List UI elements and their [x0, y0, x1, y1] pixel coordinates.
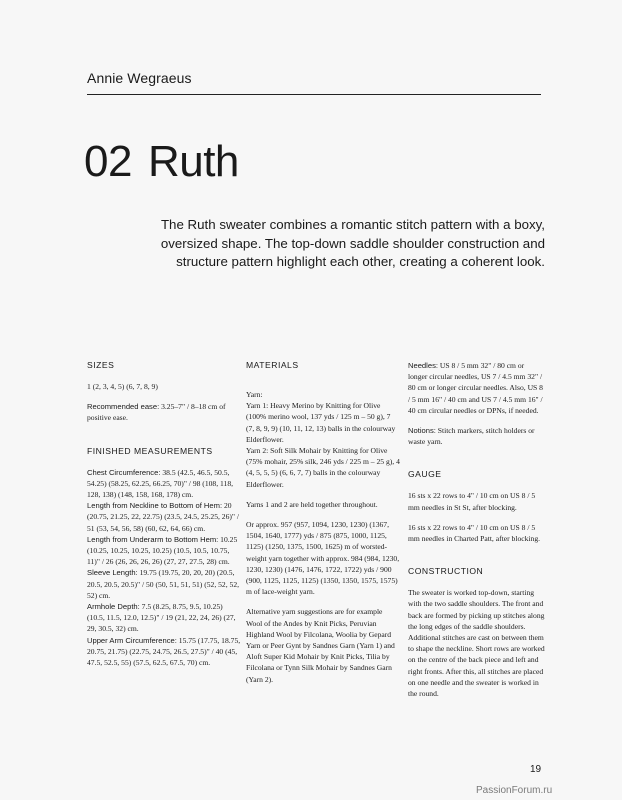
yarn-label: Yarn:: [246, 390, 263, 399]
materials-heading: MATERIALS: [246, 360, 299, 370]
pattern-title: [84, 137, 239, 186]
alternative-yarns: Alternative yarn suggestions are for example Wool of the Andes by Knit Picks, Peruvian Highland Wool by Filcolana, Woolia by Gepard Yarn or Peer Gynt by Sandnes Garn (Yarn 1) and Aloft Super Kid Mohair by Knit Picks, Tilia by Filcolana or Tynn Silk Mohair by Sandnes Garn (Yarn 2).: [246, 607, 395, 684]
measurement-label: Chest Circumference:: [87, 467, 161, 477]
measurement-text: 19.75 (19.75, 20, 20, 20) (20.5, 20.5, 20.5, 20.5)" / 50 (50, 51, 51, 51) (52, 52, 52, 52) cm.: [87, 568, 240, 600]
measurement-item: [87, 601, 241, 635]
header-rule: [87, 94, 541, 95]
intro-line: oversized shape. The top-down saddle shoulder construction and: [160, 235, 545, 251]
finished-measurements-heading: FINISHED MEASUREMENTS: [87, 445, 213, 456]
yarns-held-note: Yarns 1 and 2 are held together throughout.: [246, 499, 378, 509]
measurement-label: Sleeve Length:: [87, 568, 138, 578]
gauge-heading: GAUGE: [408, 469, 442, 480]
pattern-number: 02: [84, 137, 132, 186]
ease-label: Recommended ease:: [87, 402, 160, 412]
page-number: 19: [530, 764, 542, 775]
measurement-text: 7.5 (8.25, 8.75, 9.5, 10.25) (10.5, 11.5, 12.0, 12.5)" / 19 (21, 22, 24, 26) (27, 29, 30.5, 32) cm.: [87, 602, 236, 634]
intro-line: The Ruth sweater combines a romantic stitch pattern with a boxy,: [160, 217, 545, 232]
measurement-text: 15.75 (17.75, 18.75, 20.75, 21.75) (22.75, 24.75, 26.5, 27.5)" / 40 (45, 47.5, 52.5, 55) (57.5, 62.5, 67.5, 70) cm.: [87, 635, 241, 668]
intro-line: structure pattern highlight each other, creating a coherent look.: [176, 254, 545, 269]
notions-text: Stitch markers, stitch holders or waste yarn.: [408, 426, 535, 447]
sizes-heading: SIZES: [87, 360, 115, 370]
gauge-charted: 16 sts x 22 rows to 4" / 10 cm on US 8 / 5 mm needles in Charted Patt, after blocking.: [408, 522, 541, 544]
needles-text: US 8 / 5 mm 32" / 80 cm or longer circular needles, US 7 / 4.5 mm 32" / 80 cm or longer circular needles. Also, US 8 / 5 mm 16" / 40 cm and US 7 / 4.5 mm 16" / 40 cm circular needles or DPNs, if needed.: [408, 361, 543, 415]
measurement-text: 38.5 (42.5, 46.5, 50.5, 54.25) (58.25, 62.25, 66.25, 70)" / 98 (108, 118, 128, 138) (148, 158, 168, 178) cm.: [87, 467, 234, 500]
measurement-item: [87, 635, 241, 669]
ease-paragraph: [87, 401, 241, 423]
column-sizes-measurements: [87, 360, 241, 668]
measurement-label: Length from Neckline to Bottom of Hem:: [87, 501, 223, 511]
column-needles-gauge: [408, 360, 545, 708]
watermark: PassionForum.ru: [476, 785, 553, 796]
author-name: Annie Wegraeus: [87, 70, 192, 86]
construction-heading: CONSTRUCTION: [408, 566, 484, 577]
sizes-values: 1 (2, 3, 4, 5) (6, 7, 8, 9): [87, 382, 158, 391]
yarn-2: Yarn 2: Soft Silk Mohair by Knitting for Olive (75% mohair, 25% silk, 246 yds / 225 m – 25 g), 4 (4, 5, 5, 5) (6, 6, 7, 7) balls in the colourway Elderflower.: [246, 446, 400, 489]
ease-text: 3.25–7" / 8–18 cm of positive ease.: [87, 402, 226, 423]
intro-paragraph: [150, 216, 545, 272]
measurement-text: 20 (20.75, 21.25, 22, 22.75) (23.5, 24.5, 25.25, 26)" / 51 (53, 54, 56, 58) (60, 62, 64, 66) cm.: [87, 501, 240, 533]
measurement-label: Armhole Depth:: [87, 602, 140, 612]
needles-paragraph: [408, 360, 545, 416]
measurement-item: [87, 467, 241, 501]
pattern-name: Ruth: [147, 137, 239, 186]
needles-label: Needles:: [408, 361, 438, 370]
notions-label: Notions:: [408, 426, 436, 436]
column-materials: [246, 360, 400, 694]
measurement-item: [87, 534, 241, 568]
measurement-label: Length from Underarm to Bottom Hem:: [87, 534, 219, 544]
notions-paragraph: [408, 425, 545, 447]
measurement-item: [87, 567, 241, 601]
gauge-stst: 16 sts x 22 rows to 4" / 10 cm on US 8 / 5 mm needles in St St, after blocking.: [408, 491, 536, 512]
measurement-text: 10.25 (10.25, 10.25, 10.25, 10.25) (10.5, 10.5, 10.75, 11)" / 26 (26, 26, 26, 26) (27, 27, 27.5, 28) cm.: [87, 534, 238, 567]
yarn-1: Yarn 1: Heavy Merino by Knitting for Olive (100% merino wool, 137 yds / 125 m – 50 g), 7 (7, 8, 9, 9) (10, 11, 12, 13) balls in the colourway Elderflower.: [246, 401, 396, 444]
measurement-label: Upper Arm Circumference:: [87, 635, 177, 645]
construction-text: The sweater is worked top-down, starting with the two saddle shoulders. The front and back are formed by picking up stitches along the long edges of the saddle shoulders. Additional stitches are cast on between them to shape the neckline. Short rows are worked on the centre of the back piece and left and right fronts. After this, all stitches are placed on one needle and the sweater is worked in the round.: [408, 588, 545, 699]
measurement-item: [87, 500, 241, 534]
yarn-approx: Or approx. 957 (957, 1094, 1230, 1230) (1367, 1504, 1640, 1777) yds / 875 (875, 1000, 1125, 1125) (1250, 1375, 1500, 1625) m of worsted-weight yarn together with approx. 984 (984, 1230, 1230, 1230) (1476, 1476, 1722, 1722) yds / 900 (900, 1125, 1125, 1125) (1350, 1350, 1575, 1575) m of lace-weight yarn.: [246, 520, 400, 597]
